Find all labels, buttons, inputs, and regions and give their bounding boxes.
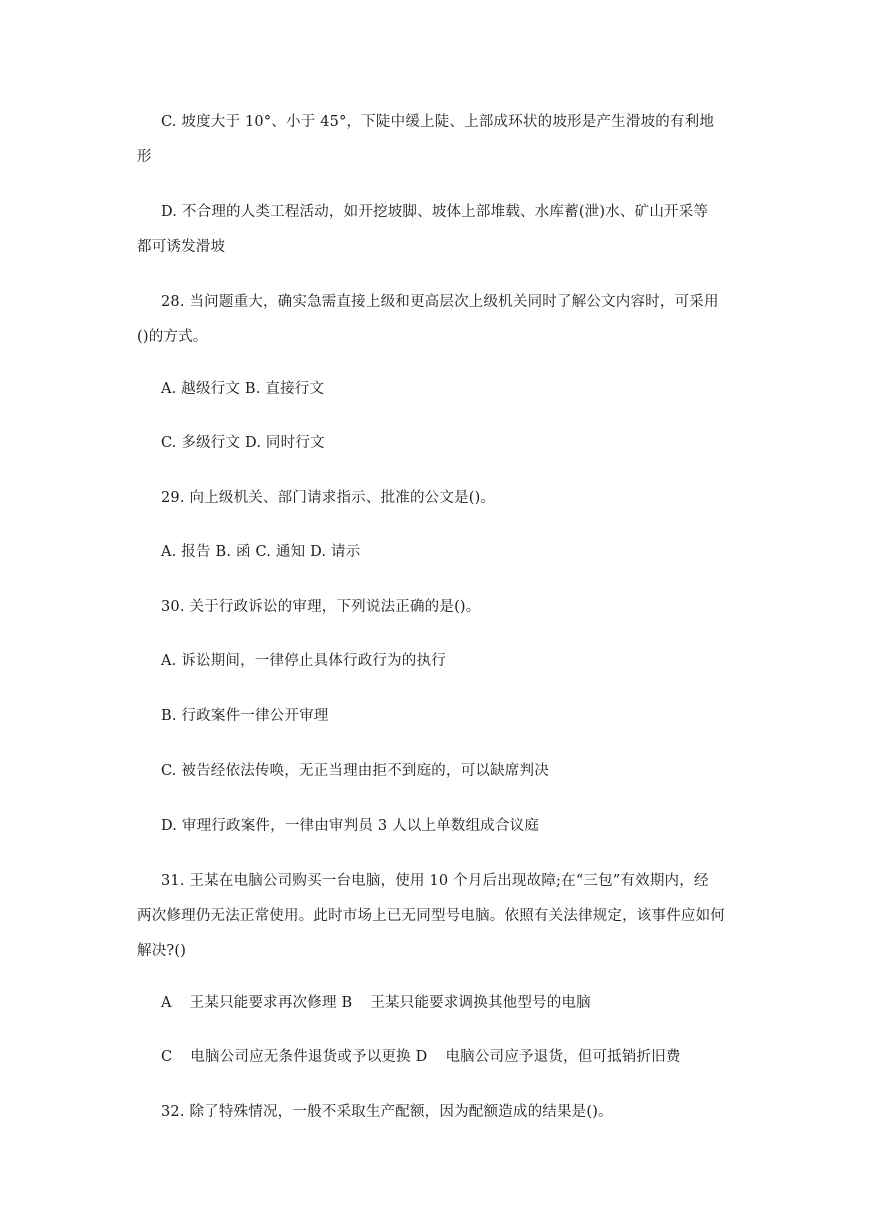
question-31-line-2: 两次修理仍无法正常使用。此时市场上已无同型号电脑。依照有关法律规定，该事件应如何	[137, 908, 725, 924]
question-30-option-a: A. 诉讼期间，一律停止具体行政行为的执行	[161, 653, 446, 669]
option-a-letter: A	[161, 995, 172, 1011]
option-c-line-2: 形	[137, 149, 152, 165]
option-d-text: 电脑公司应予退货，但可抵销折旧费	[445, 1049, 681, 1065]
question-29-options: A. 报告 B. 函 C. 通知 D. 请示	[161, 544, 361, 560]
question-29: 29. 向上级机关、部门请求指示、批准的公文是()。	[161, 490, 496, 506]
question-31-line-3: 解决?()	[137, 943, 187, 959]
question-30: 30. 关于行政诉讼的审理，下列说法正确的是()。	[161, 599, 481, 615]
question-30-option-d: D. 审理行政案件，一律由审判员 3 人以上单数组成合议庭	[161, 818, 540, 834]
question-31-options-cd	[161, 1047, 771, 1067]
question-30-option-b: B. 行政案件一律公开审理	[161, 708, 329, 724]
option-a-text: 王某只能要求再次修理 B	[189, 995, 353, 1011]
option-d-line-1: D. 不合理的人类工程活动，如开挖坡脚、坡体上部堆载、水库蓄(泄)水、矿山开采等	[161, 204, 709, 220]
option-b-text: 王某只能要求调换其他型号的电脑	[370, 995, 591, 1011]
question-28-line-2: ()的方式。	[137, 329, 208, 345]
question-28-line-1: 28. 当问题重大，确实急需直接上级和更高层次上级机关同时了解公文内容时，可采用	[161, 294, 719, 310]
question-30-option-c: C. 被告经依法传唤，无正当理由拒不到庭的，可以缺席判决	[161, 763, 549, 779]
option-c-letter: C	[161, 1049, 173, 1065]
question-31-line-1: 31. 王某在电脑公司购买一台电脑，使用 10 个月后出现故障;在“三包”有效期内，经	[161, 873, 709, 889]
question-31-options-ab	[161, 993, 771, 1013]
option-c-text: 电脑公司应无条件退货或予以更换 D	[190, 1049, 428, 1065]
question-28-options-cd: C. 多级行文 D. 同时行文	[161, 435, 325, 451]
question-32: 32. 除了特殊情况，一般不采取生产配额，因为配额造成的结果是()。	[161, 1104, 613, 1120]
option-d-line-2: 都可诱发滑坡	[137, 239, 226, 255]
option-c-line-1: C. 坡度大于 10°、小于 45°，下陡中缓上陡、上部成环状的坡形是产生滑坡的有利地	[161, 114, 715, 130]
question-28-options-ab: A. 越级行文 B. 直接行文	[161, 381, 325, 397]
